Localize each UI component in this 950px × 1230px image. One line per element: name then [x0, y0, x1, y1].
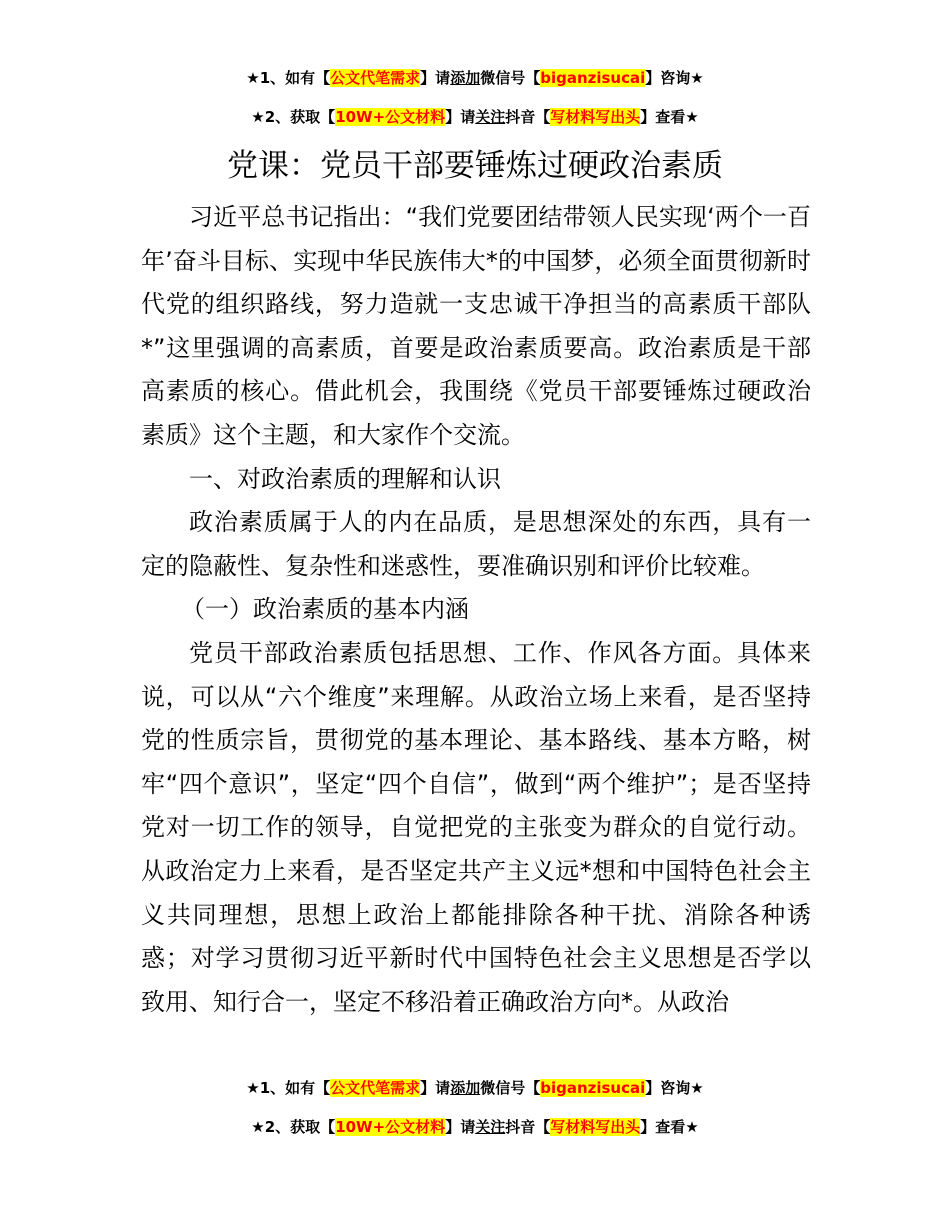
page-title: 党课：党员干部要锤炼过硬政治素质 — [227, 148, 723, 184]
paragraph-3: 党员干部政治素质包括思想、工作、作风各方面。具体来说，可以从“六个维度”来理解。从政治立场上来看，是否坚持党的性质宗旨，贯彻党的基本理论、基本路线、基本方略，树牢“四个意识”，坚定“四个自信”，做到“两个维护”；是否坚持党对一切工作的领导，自觉把党的主张变为群众的自觉行动。从政治定力上来看，是否坚定共产主义远*想和中国特色社会主义共同理想，思想上政治上都能排除各种干扰、消除各种诱惑；对学习贯彻习近平新时代中国特色社会主义思想是否学以致用、知行合一，坚定不移沿着正确政治方向*。从政治 — [141, 638, 811, 1016]
promo-highlight: 10W+公文材料 — [335, 108, 446, 126]
promo-text: 微信号【 — [480, 1079, 541, 1097]
promo-line-1-top — [0, 68, 950, 88]
promo-douyin: 写材料写出头 — [550, 1118, 641, 1136]
promo-text: 微信号【 — [480, 69, 541, 87]
promo-highlight: 公文代笔需求 — [330, 1079, 421, 1097]
promo-underline: 添加 — [450, 1079, 481, 1097]
promo-wechat-id: biganzisucai — [540, 1079, 646, 1097]
promo-text: 】咨询★ — [645, 1079, 704, 1097]
promo-douyin: 写材料写出头 — [550, 108, 641, 126]
promo-text: 】查看★ — [640, 1118, 699, 1136]
document-body — [141, 196, 811, 1024]
promo-line-2-top — [0, 107, 950, 127]
paragraph-intro: 习近平总书记指出：“我们党要团结带领人民实现‘两个一百年’奋斗目标、实现中华民族伟大*的中国梦，必须全面贯彻新时代党的组织路线，努力造就一支忠诚干净担当的高素质干部队*”这里强调的高素质，首要是政治素质要高。政治素质是干部高素质的核心。借此机会，我围绕《党员干部要锤炼过硬政治素质》这个主题，和大家作个交流。 — [141, 203, 811, 449]
promo-text: ★1、如有【 — [246, 1079, 331, 1097]
promo-text: 】请 — [420, 1079, 451, 1097]
promo-text: 】咨询★ — [645, 69, 704, 87]
promo-underline: 关注 — [475, 108, 506, 126]
promo-text: 】查看★ — [640, 108, 699, 126]
promo-underline: 关注 — [475, 1118, 506, 1136]
promo-text: 】请 — [420, 69, 451, 87]
paragraph-2: 政治素质属于人的内在品质，是思想深处的东西，具有一定的隐蔽性、复杂性和迷惑性，要准确识别和评价比较难。 — [141, 508, 811, 580]
promo-text: 】请 — [445, 1118, 476, 1136]
promo-wechat-id: biganzisucai — [540, 69, 646, 87]
promo-text: ★1、如有【 — [246, 69, 331, 87]
promo-underline: 添加 — [450, 69, 481, 87]
promo-text: 抖音【 — [505, 1118, 551, 1136]
promo-text: ★2、获取【 — [251, 108, 336, 126]
promo-line-2-bottom — [0, 1117, 950, 1137]
promo-text: 抖音【 — [505, 108, 551, 126]
promo-text: ★2、获取【 — [251, 1118, 336, 1136]
subsection-heading-1: （一）政治素质的基本内涵 — [181, 595, 469, 624]
promo-highlight: 公文代笔需求 — [330, 69, 421, 87]
promo-line-1-bottom — [0, 1078, 950, 1098]
promo-text: 】请 — [445, 108, 476, 126]
promo-highlight: 10W+公文材料 — [335, 1118, 446, 1136]
section-heading-1: 一、对政治素质的理解和认识 — [189, 464, 501, 493]
